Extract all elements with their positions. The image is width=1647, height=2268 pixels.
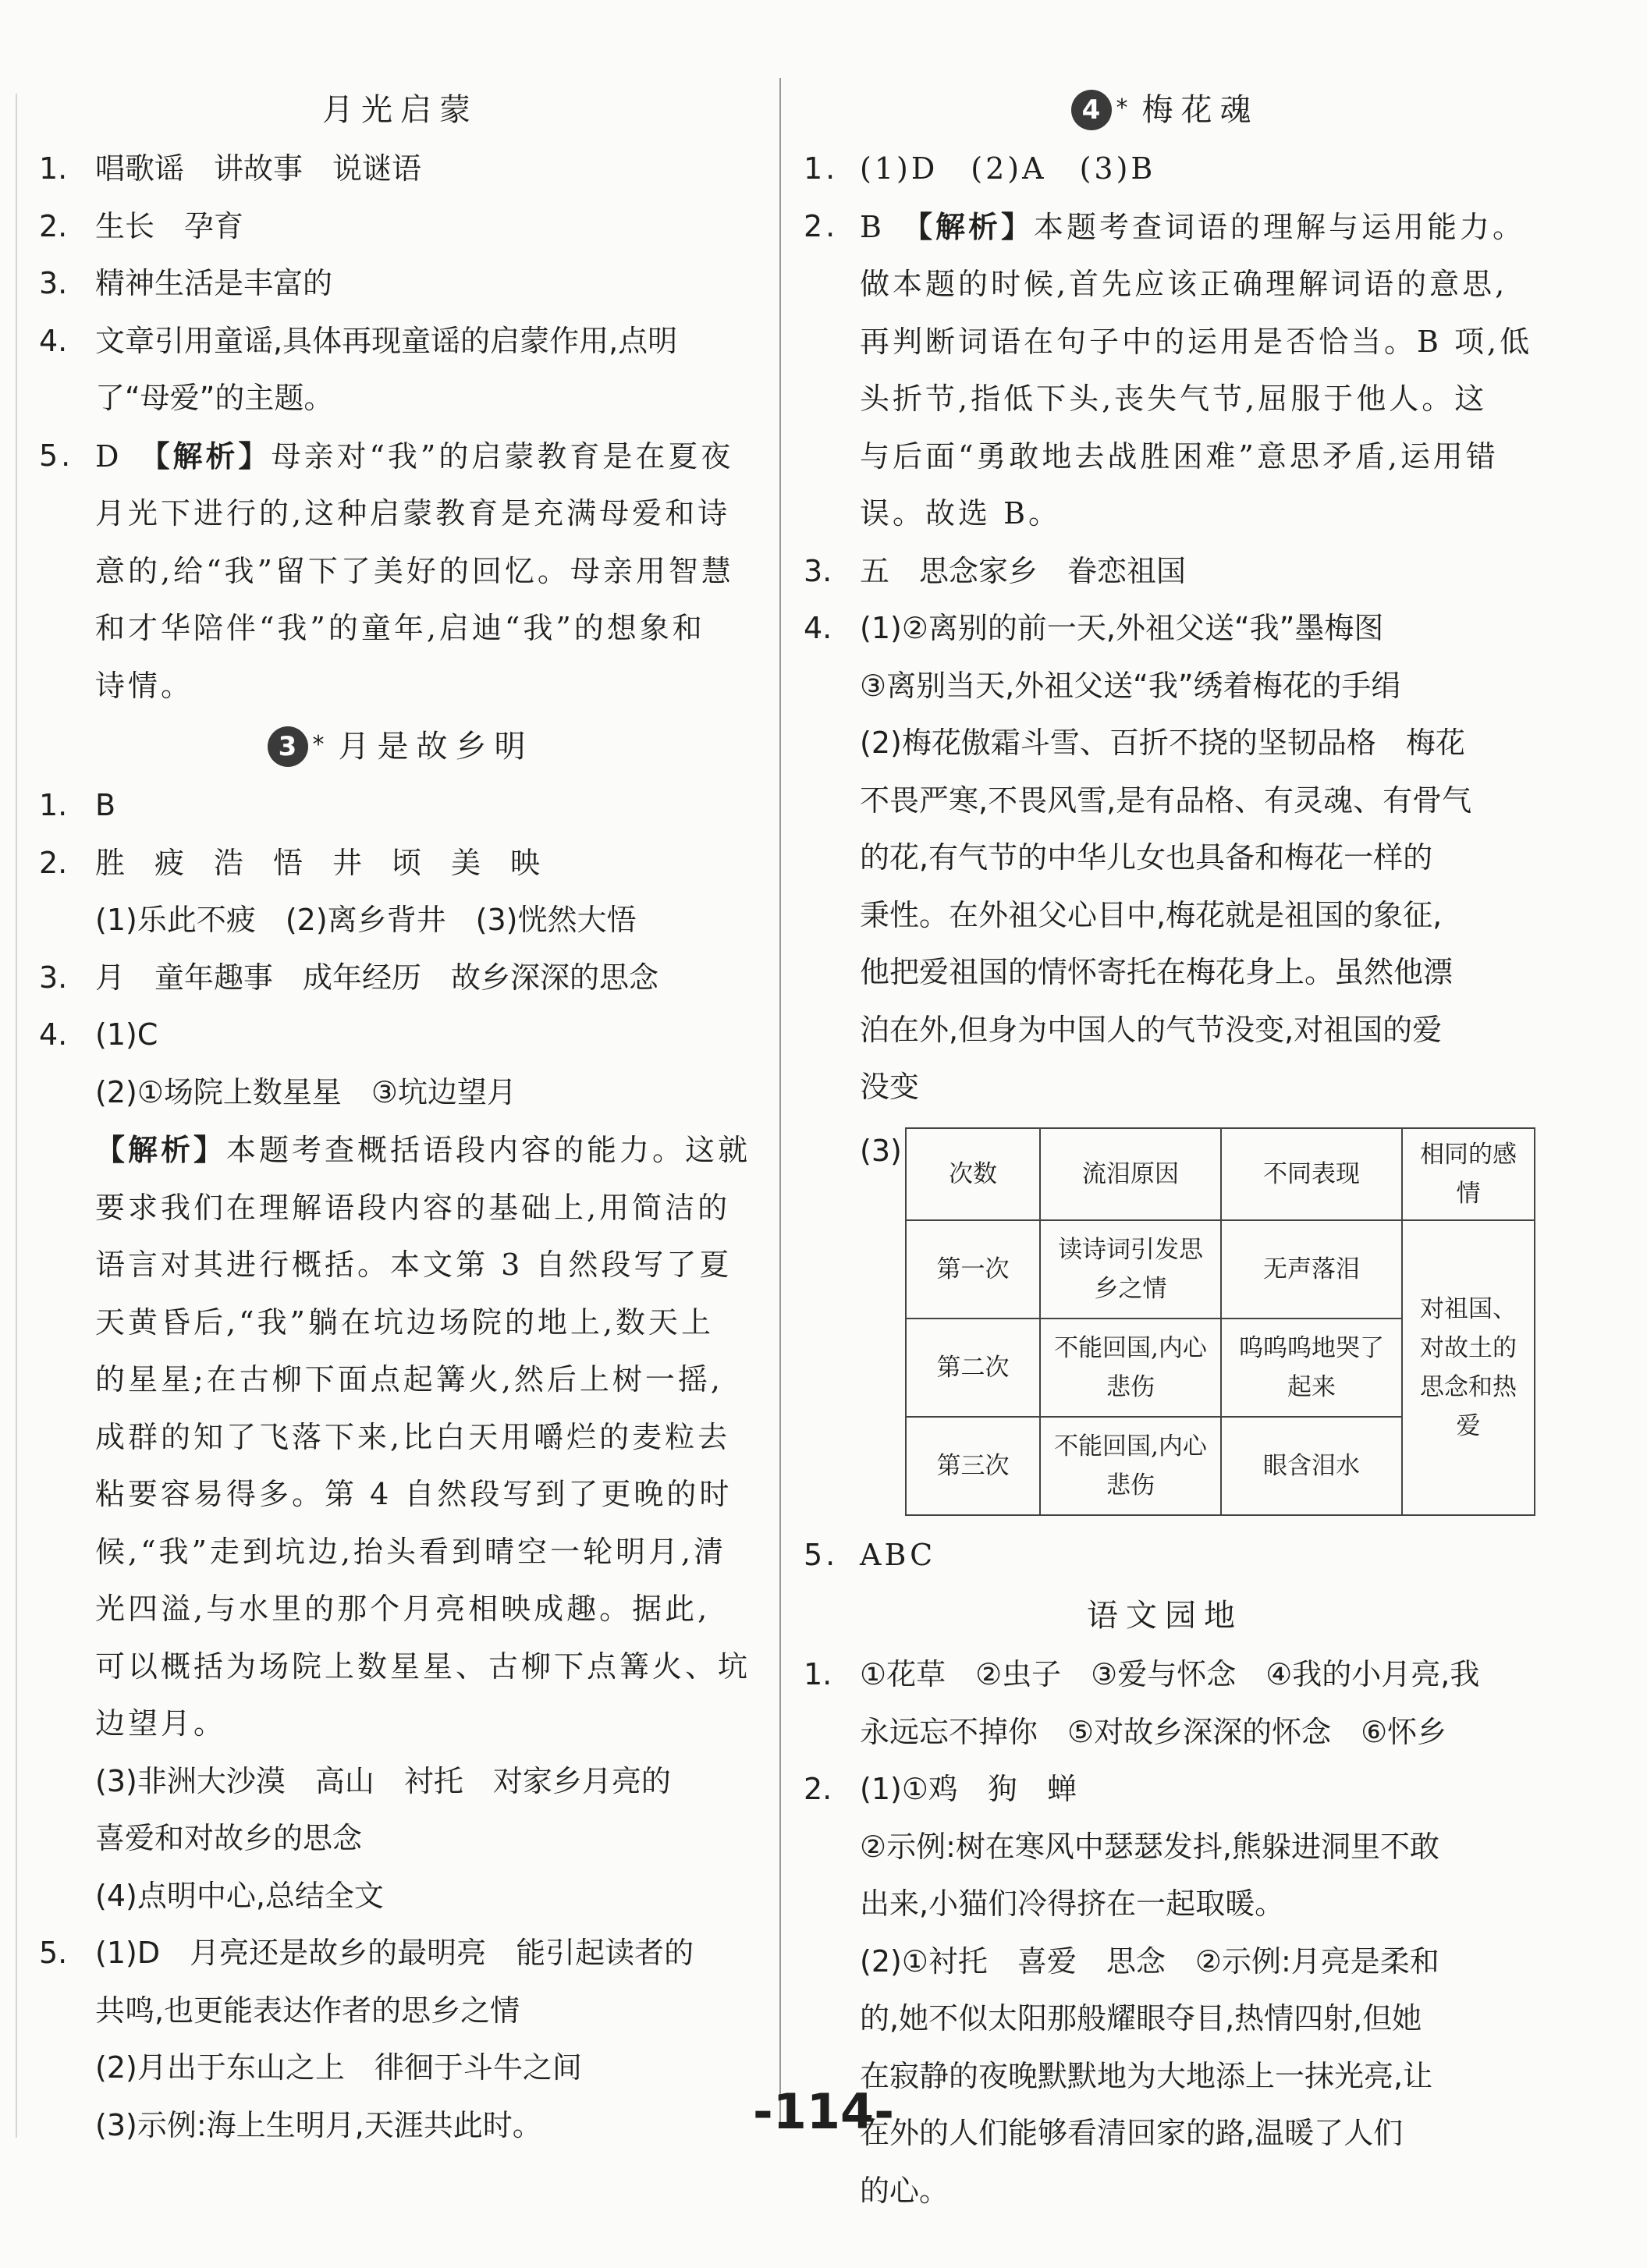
table-cell: 不能回国,内心悲伤 bbox=[1040, 1319, 1221, 1417]
answer-item: 2. (1)①鸡 狗 蝉 ②示例:树在寒风中瑟瑟发抖,熊躲进洞里不敢 出来,小猫们冷得挤在一起取暖。 (2)①衬托 喜爱 思念 ②示例:月亮是柔和 的,她不似太阳那般耀眼夺目,热情四射,但她 在寂静的夜晚默默地为大地添上一抹光亮,让 在外的人们能够看清回家的路,温暖了人们 的心。 bbox=[804, 1772, 1439, 2208]
table-cell: 不能回国,内心悲伤 bbox=[1040, 1417, 1221, 1515]
table-cell: 眼含泪水 bbox=[1221, 1417, 1402, 1515]
right-column bbox=[794, 78, 1535, 2220]
table-header: 次数 bbox=[906, 1128, 1040, 1220]
table-header-row bbox=[906, 1128, 1535, 1220]
table-cell: 第一次 bbox=[906, 1220, 1040, 1319]
table-cell: 呜呜呜地哭了起来 bbox=[1221, 1319, 1402, 1417]
answer-item: 4. 文章引用童谣,具体再现童谣的启蒙作用,点明 了“母爱”的主题。 bbox=[39, 323, 678, 415]
section-title-moonlight: 月光启蒙 bbox=[322, 92, 478, 128]
tears-comparison-table bbox=[905, 1127, 1535, 1516]
answer-item: 1. 唱歌谣 讲故事 说谜语 bbox=[39, 151, 422, 186]
table-header: 流泪原因 bbox=[1040, 1128, 1221, 1220]
analysis-tag: 【解析】 bbox=[95, 1132, 227, 1167]
answer-item: 1. ①花草 ②虫子 ③爱与怀念 ④我的小月亮,我 永远忘不掉你 ⑤对故乡深深的怀念 ⑥怀乡 bbox=[804, 1657, 1480, 1749]
answer-item: 4. (1)②离别的前一天,外祖父送“我”墨梅图 ③离别当天,外祖父送“我”绣着梅花的手绢 (2)梅花傲霜斗雪、百折不挠的坚韧品格 梅花 不畏严寒,不畏风雪,是有品格、有灵魂、有骨气 的花,有气节的中华儿女也具备和梅花一样的 秉性。在外祖父心目中,梅花就是祖国的象征, 他把爱祖国的情怀寄托在梅花身上。虽然他漂 泊在外,但身为中国人的气节没变,对祖国的爱 没变 bbox=[804, 611, 1472, 1104]
answer-item: 2. 生长 孕育 bbox=[39, 208, 244, 243]
section-title-language-garden: 语文园地 bbox=[1087, 1598, 1243, 1634]
page-edge-shadow bbox=[16, 94, 17, 2138]
optional-star-icon: * bbox=[312, 731, 325, 758]
table-cell: 第二次 bbox=[906, 1319, 1040, 1417]
section-title-plum-soul: 4 * 梅花魂 bbox=[794, 83, 1535, 134]
left-column bbox=[30, 78, 771, 2154]
answer-item: 1. (1)D (2)A (3)B bbox=[804, 151, 1156, 186]
table-cell-shared-feeling: 对祖国、对故土的思念和热爱 bbox=[1402, 1220, 1535, 1515]
tears-table-block: (3) 次数 流泪原因 不同表现 相同的感情 第一次 读诗词引发思乡之情 无声落泪 对祖国、对故土的思念和热爱 第二次 不能回国,内心悲伤 呜呜呜地哭了起来 第三次 不能回国,内心悲伤 眼含泪水 bbox=[794, 1127, 1535, 1516]
analysis-tag: 【解析】 bbox=[917, 208, 1034, 244]
answer-item: 5. ABC bbox=[804, 1537, 936, 1572]
analysis-tag: 【解析】 bbox=[154, 438, 272, 474]
lesson-number-badge: 3 bbox=[268, 726, 308, 767]
section-title-hometown-moon: 3 * 月是故乡明 bbox=[30, 719, 771, 771]
answer-item: 3. 五 思念家乡 眷恋祖国 bbox=[804, 553, 1187, 588]
table-cell: 读诗词引发思乡之情 bbox=[1040, 1220, 1221, 1319]
table-header: 相同的感情 bbox=[1402, 1128, 1535, 1220]
answer-item: 2. B 【解析】本题考查词语的理解与运用能力。 做本题的时候,首先应该正确理解词语的意思, 再判断词语在句子中的运用是否恰当。B 项,低 头折节,指低下头,丧失气节,屈服于他人。这 与后面“勇敢地去战胜困难”意思矛盾,运用错 误。故选 B。 bbox=[804, 208, 1533, 531]
lesson-number-badge: 4 bbox=[1071, 90, 1112, 130]
answer-item: 3. 月 童年趣事 成年经历 故乡深深的思念 bbox=[39, 960, 659, 995]
answer-item: 2. 胜 疲 浩 悟 井 顷 美 映 (1)乐此不疲 (2)离乡背井 (3)恍然大悟 bbox=[39, 845, 637, 937]
optional-star-icon: * bbox=[1116, 94, 1128, 122]
table-row bbox=[906, 1220, 1535, 1319]
table-cell: 第三次 bbox=[906, 1417, 1040, 1515]
answer-item: 4. (1)C (2)①场院上数星星 ③坑边望月 【解析】本题考查概括语段内容的能力。这就 要求我们在理解语段内容的基础上,用简洁的 语言对其进行概括。本文第 3 自然段写了夏 天黄昏后,“我”躺在坑边场院的地上,数天上 的星星;在古柳下面点起篝火,然后上树一摇, 成群的知了飞落下来,比白天用嚼烂的麦粒去 粘要容易得多。第 4 自然段写到了更晚的时 候,“我”走到坑边,抬头看到晴空一轮明月,清 光四溢,与水里的那个月亮相映成趣。据此, 可以概括为场院上数星星、古柳下点篝火、坑 边望月。 (3)非洲大沙漠 高山 衬托 对家乡月亮的 喜爱和对故乡的思念 (4)点明中心,总结全文 bbox=[39, 1017, 751, 1913]
answer-item: 3. 精神生活是丰富的 bbox=[39, 266, 333, 300]
table-header: 不同表现 bbox=[1221, 1128, 1402, 1220]
answer-item: 5. D 【解析】母亲对“我”的启蒙教育是在夏夜 月光下进行的,这种启蒙教育是充满母爱和诗 意的,给“我”留下了美好的回忆。母亲用智慧 和才华陪伴“我”的童年,启迪“我”的想象和 诗情。 bbox=[39, 438, 734, 703]
table-cell: 无声落泪 bbox=[1221, 1220, 1402, 1319]
answer-item: 1. B bbox=[39, 788, 116, 822]
page-number: -114- bbox=[753, 2083, 894, 2140]
column-divider bbox=[779, 78, 781, 2122]
answer-item: 5. (1)D 月亮还是故乡的最明亮 能引起读者的 共鸣,也更能表达作者的思乡之情 (2)月出于东山之上 徘徊于斗牛之间 (3)示例:海上生明月,天涯共此时。 bbox=[39, 1936, 694, 2142]
